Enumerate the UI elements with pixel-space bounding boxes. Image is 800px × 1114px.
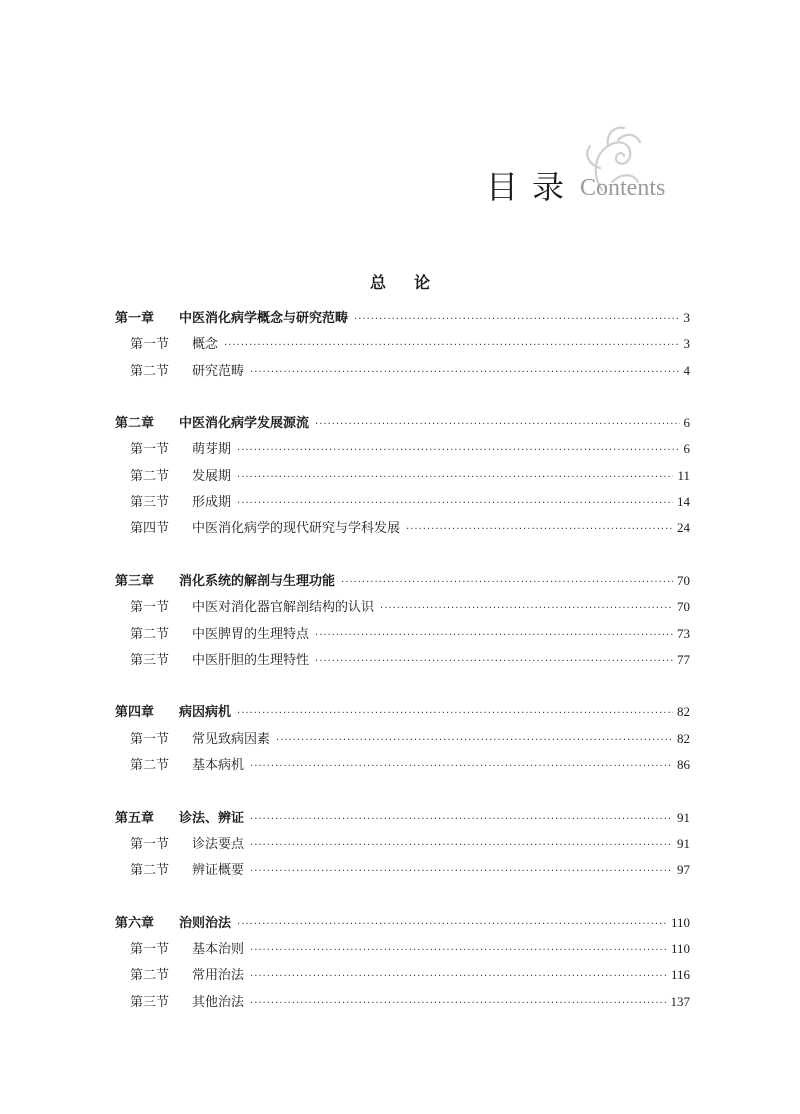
- toc-section-entry-title: 研究范畴: [192, 363, 245, 379]
- toc-section-entry-number: 第二节: [130, 758, 170, 774]
- dot-leader: [237, 912, 667, 938]
- toc-section-entry[interactable]: [115, 515, 690, 541]
- dot-leader: [380, 596, 673, 622]
- toc-section-entry-title: 概念: [192, 337, 219, 353]
- dot-leader: [250, 833, 673, 859]
- dot-leader: [315, 649, 673, 675]
- toc-chapter-entry[interactable]: [115, 568, 690, 594]
- toc-section-entry-number: 第三节: [130, 495, 170, 511]
- toc-section-entry[interactable]: [115, 463, 690, 489]
- toc-section-entry-page-number: 24: [677, 520, 690, 536]
- toc-section-entry-page-number: 110: [670, 941, 690, 957]
- toc-section-entry-title: 中医消化病学的现代研究与学科发展: [192, 521, 401, 537]
- toc-section-entry-page-number: 91: [677, 835, 690, 851]
- toc-chapter-entry-title: 治则治法: [179, 915, 232, 931]
- toc-section-entry[interactable]: [115, 726, 690, 752]
- toc-chapter-entry-title: 中医消化病学概念与研究范畴: [179, 311, 349, 326]
- toc-section-entry[interactable]: [115, 936, 690, 962]
- dot-leader: [250, 991, 666, 1017]
- toc-section-entry[interactable]: [115, 857, 690, 883]
- toc-chapter-entry-number: 第三章: [115, 573, 155, 589]
- toc-section-entry-number: 第二节: [130, 968, 170, 984]
- toc-section-entry-page-number: 86: [677, 757, 690, 773]
- toc-section-entry[interactable]: [115, 831, 690, 857]
- dot-leader: [237, 438, 679, 464]
- chapter-gap: [115, 778, 690, 804]
- toc-section-entry[interactable]: [115, 594, 690, 620]
- toc-section-entry-page-number: 137: [670, 993, 690, 1009]
- toc-chapter-entry-title: 消化系统的解剖与生理功能: [179, 573, 336, 589]
- toc-chapter-entry-page-number: 70: [677, 572, 690, 588]
- toc-chapter-entry[interactable]: [115, 910, 690, 936]
- dot-leader: [406, 517, 673, 543]
- toc-section-entry[interactable]: [115, 647, 690, 673]
- dot-leader: [237, 491, 673, 517]
- toc-chapter-entry-number: 第五章: [115, 810, 155, 826]
- dot-leader: [250, 859, 673, 885]
- toc-section-entry-page-number: 11: [677, 467, 690, 483]
- dot-leader: [341, 570, 673, 596]
- toc-section-entry[interactable]: [115, 358, 690, 384]
- toc-section-entry-number: 第二节: [130, 468, 170, 484]
- toc-heading: [0, 120, 690, 210]
- toc-section-entry-number: 第三节: [130, 994, 170, 1010]
- chapter-gap: [115, 884, 690, 910]
- toc-section-entry-title: 常用治法: [192, 968, 245, 984]
- toc-section-entry-number: 第三节: [130, 652, 170, 668]
- toc-section-entry-number: 第一节: [130, 442, 170, 458]
- dot-leader: [250, 754, 673, 780]
- dot-leader: [250, 938, 667, 964]
- toc-section-entry-number: 第一节: [130, 337, 170, 353]
- dot-leader: [237, 465, 673, 491]
- dot-leader: [315, 412, 679, 438]
- toc-section-entry-number: 第一节: [130, 731, 170, 747]
- toc-title-english: Contents: [580, 175, 666, 201]
- toc-section-entry-title: 中医肝胆的生理特性: [192, 652, 310, 668]
- toc-chapter-entry[interactable]: [115, 805, 690, 831]
- toc-section-entry-number: 第二节: [130, 863, 170, 879]
- toc-chapter-entry-number: 第六章: [115, 915, 155, 931]
- toc-section-entry[interactable]: [115, 489, 690, 515]
- toc-section-entry[interactable]: [115, 989, 690, 1015]
- dot-leader: [237, 701, 673, 727]
- toc-section-entry-page-number: 77: [677, 651, 690, 667]
- dot-leader: [224, 333, 679, 359]
- toc-section-entry-title: 中医对消化器官解剖结构的认识: [192, 600, 375, 616]
- dot-leader: [276, 728, 673, 754]
- toc-section-entry-number: 第一节: [130, 942, 170, 958]
- toc-section-entry-title: 基本治则: [192, 942, 245, 958]
- toc-section-entry-title: 常见致病因素: [192, 731, 271, 747]
- toc-section-entry-page-number: 4: [683, 362, 690, 378]
- toc-chapter-entry-page-number: 3: [683, 310, 690, 325]
- toc-section-entry-number: 第四节: [130, 521, 170, 537]
- toc-chapter-entry-page-number: 82: [677, 704, 690, 720]
- toc-section-entry-number: 第二节: [130, 626, 170, 642]
- toc-title: 目录: [485, 168, 578, 206]
- toc-chapter-entry-page-number: 110: [670, 914, 690, 930]
- toc-chapter-entry-number: 第一章: [115, 311, 155, 326]
- toc-section-entry-number: 第一节: [130, 600, 170, 616]
- toc-section-entry[interactable]: [115, 331, 690, 357]
- toc-section-entry-title: 辨证概要: [192, 863, 245, 879]
- dot-leader: [250, 807, 673, 833]
- toc-section-entry-title: 发展期: [192, 468, 232, 484]
- toc-section-entry-title: 诊法要点: [192, 836, 245, 852]
- toc-section-entry-page-number: 70: [677, 599, 690, 615]
- toc-section-entry-number: 第一节: [130, 836, 170, 852]
- toc-section-entry-title: 其他治法: [192, 994, 245, 1010]
- toc-section-entry-page-number: 3: [683, 336, 690, 352]
- toc-section-entry-title: 萌芽期: [192, 442, 232, 458]
- dot-leader: [354, 307, 679, 333]
- toc-section-entry-page-number: 73: [677, 625, 690, 641]
- chapter-gap: [115, 542, 690, 568]
- toc-section-entry-page-number: 116: [670, 967, 690, 983]
- toc-chapter-entry-title: 诊法、辨证: [179, 810, 245, 826]
- toc-chapter-entry-number: 第四章: [115, 705, 155, 721]
- toc-list: [115, 305, 690, 1015]
- toc-section-entry-page-number: 6: [683, 441, 690, 457]
- chapter-gap: [115, 673, 690, 699]
- chapter-gap: [115, 384, 690, 410]
- dot-leader: [315, 623, 673, 649]
- toc-section-entry-page-number: 82: [677, 730, 690, 746]
- toc-chapter-entry-title: 中医消化病学发展源流: [179, 416, 310, 432]
- toc-section-entry[interactable]: [115, 621, 690, 647]
- dot-leader: [250, 360, 679, 386]
- toc-section-entry-title: 中医脾胃的生理特点: [192, 626, 310, 642]
- toc-chapter-entry-number: 第二章: [115, 416, 155, 432]
- toc-section-entry-page-number: 97: [677, 862, 690, 878]
- part-title: 总论: [369, 273, 458, 292]
- toc-section-entry[interactable]: [115, 436, 690, 462]
- toc-section-entry-number: 第二节: [130, 363, 170, 379]
- toc-section-entry-title: 形成期: [192, 495, 232, 511]
- toc-chapter-entry-page-number: 91: [677, 809, 690, 825]
- toc-section-entry[interactable]: [115, 752, 690, 778]
- toc-section-entry-page-number: 14: [677, 494, 690, 510]
- toc-chapter-entry[interactable]: [115, 410, 690, 436]
- toc-chapter-entry[interactable]: [115, 305, 690, 331]
- toc-chapter-entry[interactable]: [115, 699, 690, 725]
- toc-section-entry-title: 基本病机: [192, 758, 245, 774]
- dot-leader: [250, 964, 667, 990]
- toc-chapter-entry-page-number: 6: [683, 415, 690, 431]
- toc-section-entry[interactable]: [115, 962, 690, 988]
- toc-chapter-entry-title: 病因病机: [179, 705, 232, 721]
